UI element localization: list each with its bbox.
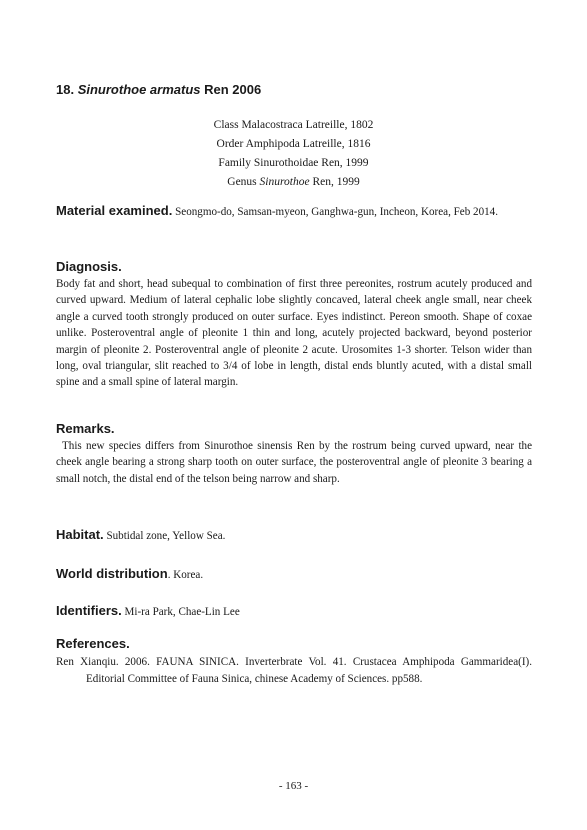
habitat-section [56,526,532,545]
species-number: 18. [56,82,75,97]
material-section [56,203,532,220]
identifiers-text: Mi-ra Park, Chae-Lin Lee [124,606,240,618]
distribution-section [56,565,532,584]
genus-name: Sinurothoe [259,176,310,188]
species-title [56,82,261,97]
taxonomy-order: Order Amphipoda Latreille, 1816 [216,138,371,150]
remarks-section [56,421,532,487]
diagnosis-heading: Diagnosis. [56,259,122,274]
material-text: Seongmo-do, Samsan-myeon, Ganghwa-gun, Incheon, Korea, Feb 2014. [175,206,498,218]
taxonomy-family: Family Sinurothoidae Ren, 1999 [218,157,369,169]
identifiers-heading: Identifiers. [56,603,122,618]
habitat-heading: Habitat. [56,527,104,542]
taxonomy-class: Class Malacostraca Latreille, 1802 [213,119,374,131]
species-name: Sinurothoe armatus [77,82,201,97]
references-heading: References. [56,636,130,651]
distribution-text: . Korea. [167,569,204,581]
remarks-text: This new species differs from Sinurothoe sinensis Ren by the rostrum being curved upward, near the cheek angle bearing a strong sharp tooth on outer surface, the posteroventral angle of pleonite 3 bearing a small notch, the distal end of the telson being narrow and sharp. [56,440,532,485]
genus-prefix: Genus [227,176,257,188]
page-number: - 163 - [278,780,309,792]
diagnosis-section [56,259,532,391]
distribution-heading: World distribution [56,566,168,581]
habitat-text: Subtidal zone, Yellow Sea. [106,530,226,542]
diagnosis-text: Body fat and short, head subequal to combination of first three pereonites, rostrum acutely produced and curved upward. Medium of lateral cephalic lobe slightly concaved, lateral cheek angle small, near cheek angle a curved tooth strongly produced on outer surface. Eyes indistinct. Pereon smooth. Shape of coxae unlike. Posteroventral angle of pleonite 1 thin and long, acutely projected backward, beyond posterior margin of pleonite 2. Posteroventral angle of pleonite 2 acute. Urosomites 1-3 shorter. Telson wider than long, oval triangular, slit reached to 3/4 of lobe in length, distal ends bluntly acuted, with a distal small spine and a small spine of lateral margin. [56,278,532,389]
remarks-heading: Remarks. [56,421,115,436]
material-heading: Material examined. [56,203,173,218]
genus-author: Ren, 1999 [312,176,360,188]
references-section [56,636,532,688]
species-author: Ren 2006 [204,82,262,97]
taxonomy-genus [0,173,587,192]
taxonomy-block [0,116,587,192]
reference-item: Ren Xianqiu. 2006. FAUNA SINICA. Inverterbrate Vol. 41. Crustacea Amphipoda Gammaridea(I). Editorial Committee of Fauna Sinica, chinese Academy of Sciences. pp588. [56,656,532,685]
identifiers-section [56,602,532,621]
